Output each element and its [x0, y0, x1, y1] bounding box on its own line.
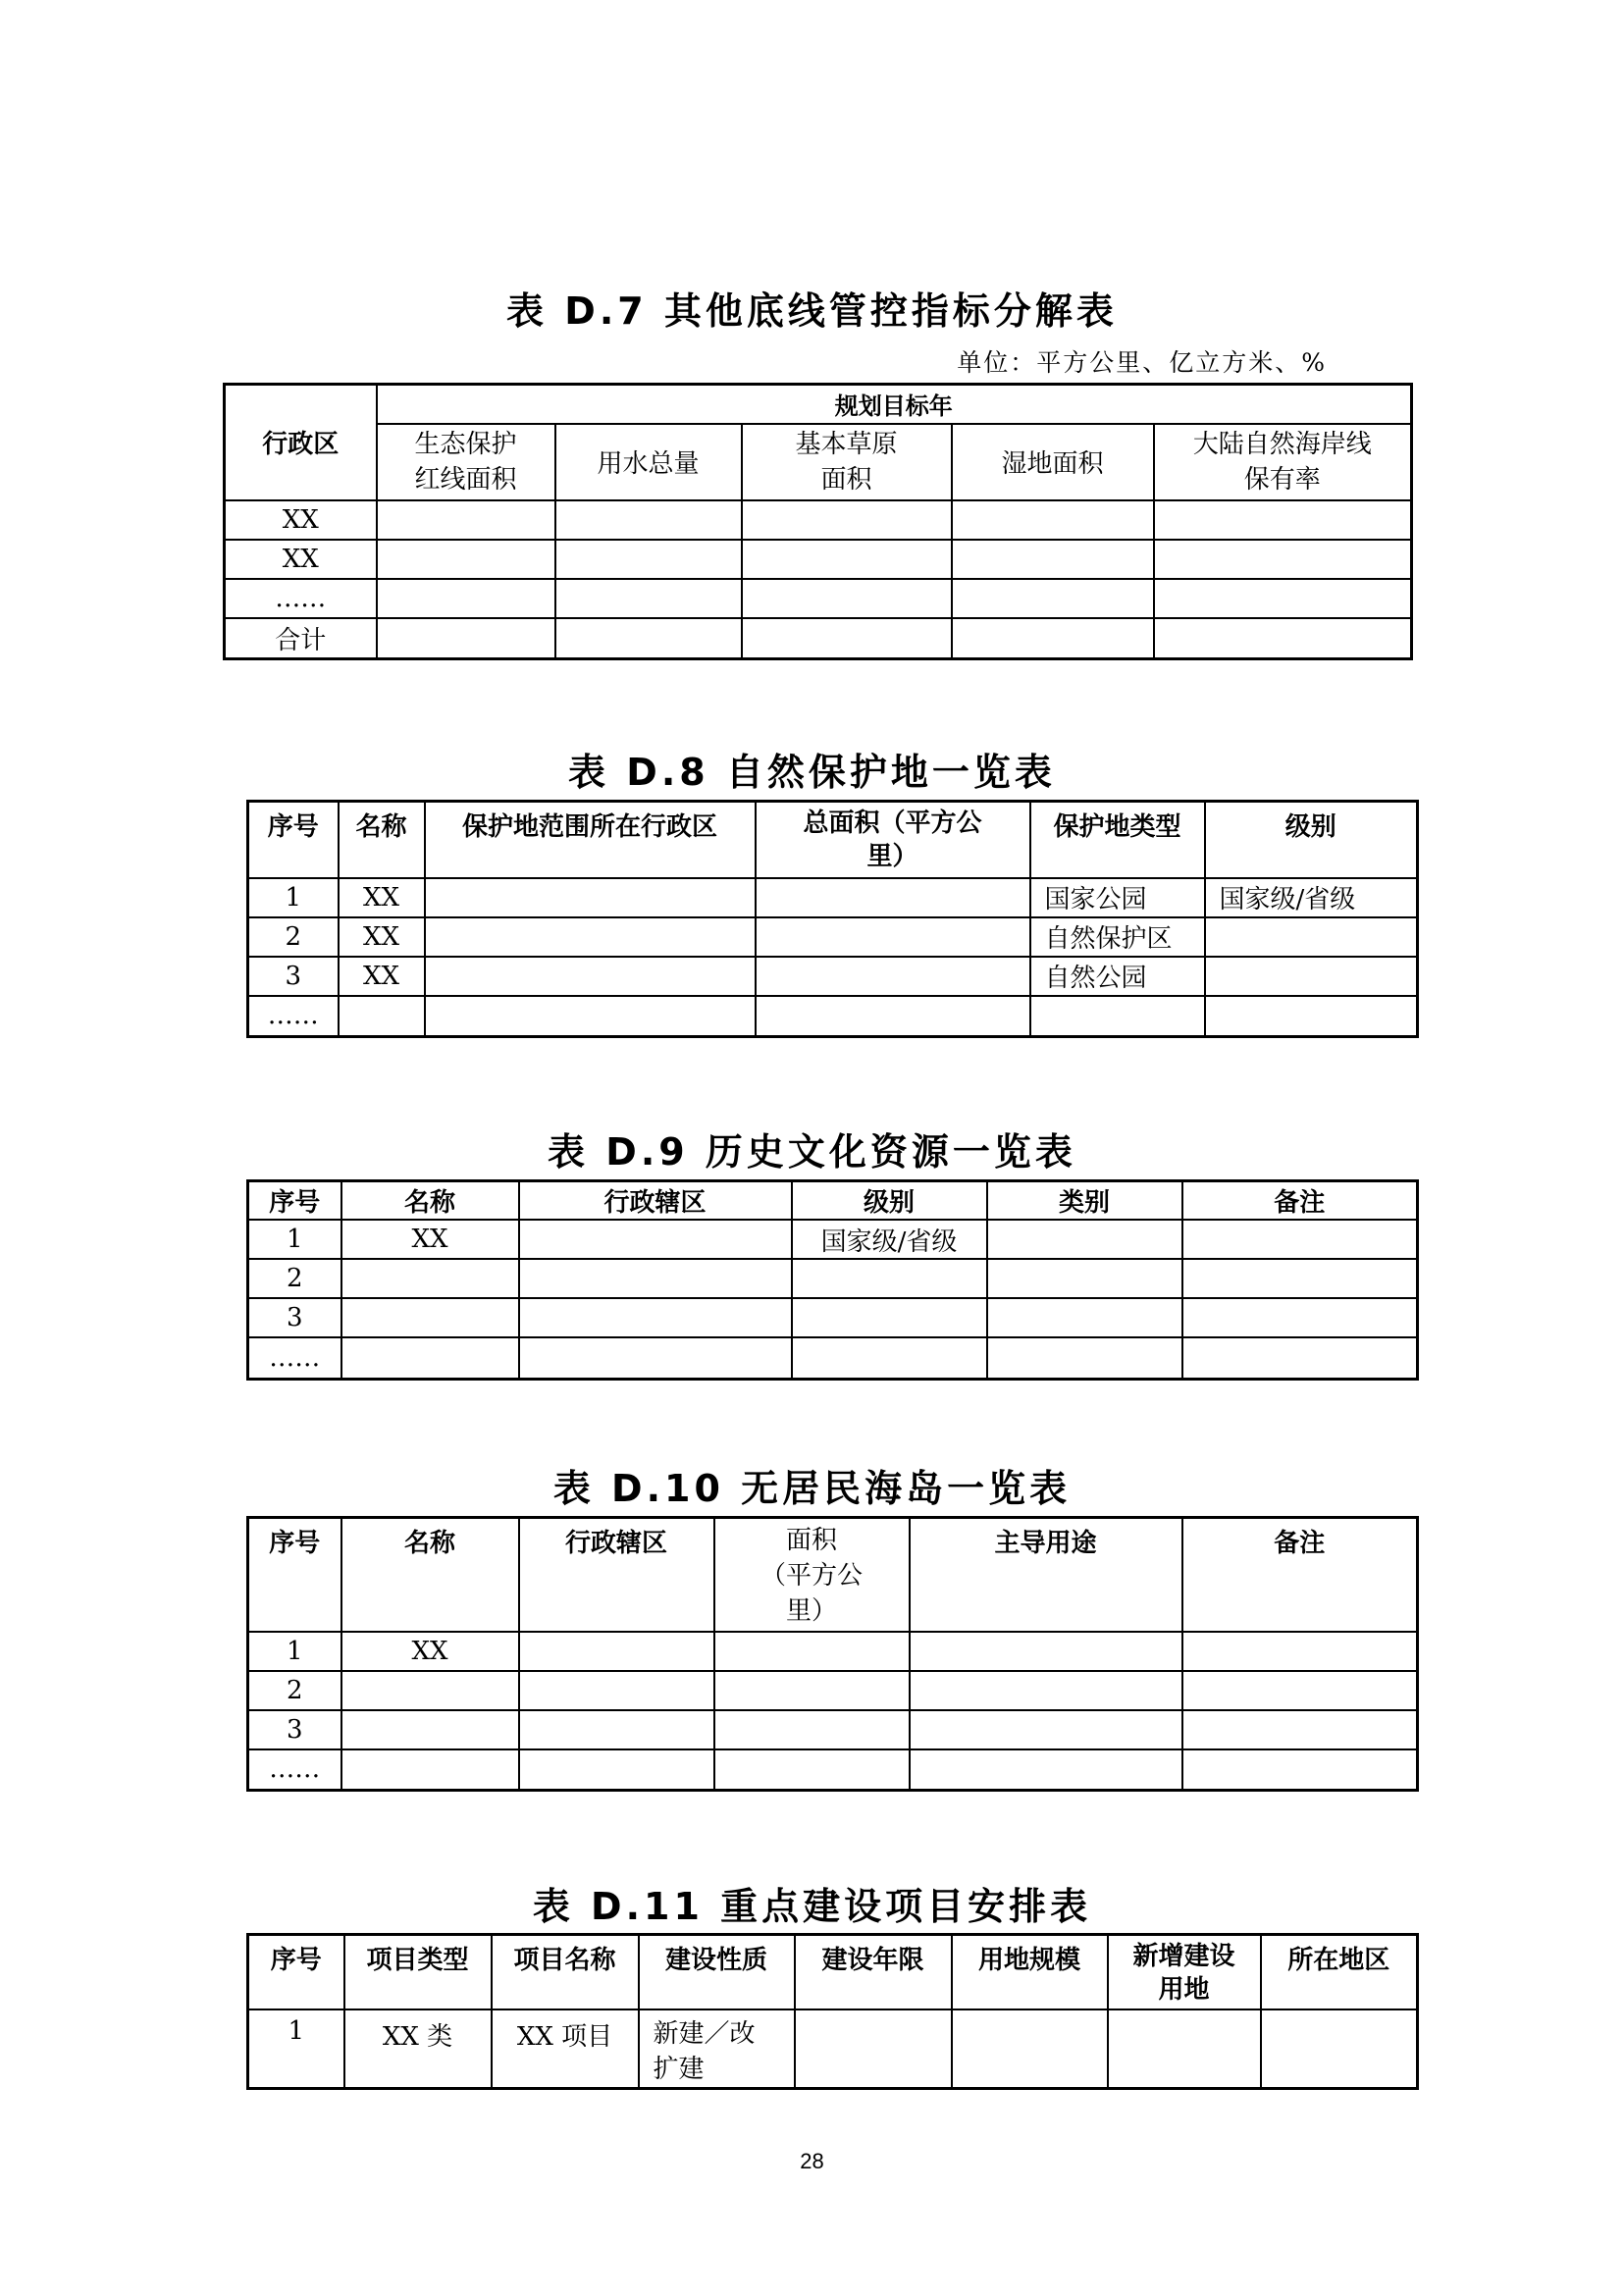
d9-cell [987, 1337, 1182, 1379]
d11-header: 项目名称 [492, 1935, 639, 2009]
table-row [248, 917, 1418, 957]
d9-cell [792, 1337, 987, 1379]
d7-cell-admin: …… [225, 579, 377, 618]
table-row [225, 500, 1412, 540]
d10-cell [910, 1749, 1182, 1791]
d9-header: 行政辖区 [519, 1181, 792, 1221]
d10-cell [1182, 1632, 1418, 1671]
d9-cell [341, 1259, 519, 1298]
table-d11-title: 表 D.11 重点建设项目安排表 [532, 1885, 1092, 1928]
d11-cell [952, 2009, 1108, 2089]
table-row [248, 1671, 1418, 1710]
d10-cell [910, 1671, 1182, 1710]
d9-cell [1182, 1259, 1418, 1298]
d9-header: 序号 [248, 1181, 341, 1221]
d7-header-admin: 行政区 [225, 385, 377, 500]
d8-cell: 3 [248, 957, 339, 996]
d11-header: 建设年限 [795, 1935, 952, 2009]
d11-header: 新增建设 用地 [1108, 1935, 1261, 2009]
page-number: 28 [800, 2149, 824, 2173]
d10-cell [714, 1749, 910, 1791]
d7-header-col: 用水总量 [555, 424, 742, 500]
d9-header: 类别 [987, 1181, 1182, 1221]
table-d10-title: 表 D.10 无居民海岛一览表 [552, 1467, 1072, 1510]
d9-cell [341, 1298, 519, 1337]
d9-cell [1182, 1298, 1418, 1337]
d8-cell [1205, 917, 1418, 957]
d7-header-col: 湿地面积 [952, 424, 1154, 500]
table-row [248, 1220, 1418, 1259]
d9-cell [987, 1298, 1182, 1337]
d10-header: 面积 （平方公 里） [714, 1518, 910, 1632]
d8-cell [1205, 957, 1418, 996]
d8-cell [756, 917, 1030, 957]
table-d7-title: 表 D.7 其他底线管控指标分解表 [506, 289, 1118, 333]
d8-cell: 1 [248, 878, 339, 917]
table-d11 [246, 1933, 1419, 2090]
d11-cell: 新建／改 扩建 [639, 2009, 795, 2089]
d8-cell [756, 878, 1030, 917]
d10-cell [1182, 1749, 1418, 1791]
d10-cell: XX [341, 1632, 519, 1671]
d7-header-col: 基本草原 面积 [742, 424, 952, 500]
d10-cell [519, 1671, 714, 1710]
d8-header: 保护地类型 [1030, 802, 1205, 878]
d8-cell: XX [339, 957, 425, 996]
d10-cell [1182, 1671, 1418, 1710]
table-d9-title: 表 D.9 历史文化资源一览表 [548, 1130, 1076, 1174]
d11-cell [1108, 2009, 1261, 2089]
d8-cell [425, 917, 756, 957]
d11-cell: XX 类 [344, 2009, 492, 2089]
d10-header: 名称 [341, 1518, 519, 1632]
d8-header: 级别 [1205, 802, 1418, 878]
d10-cell [519, 1749, 714, 1791]
table-row [248, 1632, 1418, 1671]
d11-header: 建设性质 [639, 1935, 795, 2009]
d9-cell [519, 1298, 792, 1337]
d11-cell [795, 2009, 952, 2089]
d9-cell: XX [341, 1220, 519, 1259]
d8-cell: XX [339, 878, 425, 917]
d9-cell [792, 1259, 987, 1298]
d10-cell [1182, 1710, 1418, 1749]
d10-cell [714, 1710, 910, 1749]
d9-cell [519, 1259, 792, 1298]
d9-cell [792, 1298, 987, 1337]
d9-cell: 2 [248, 1259, 341, 1298]
table-row [248, 878, 1418, 917]
d9-header: 备注 [1182, 1181, 1418, 1221]
d10-cell [341, 1749, 519, 1791]
d11-cell [1261, 2009, 1418, 2089]
d8-cell: XX [339, 917, 425, 957]
table-row [225, 540, 1412, 579]
d11-header: 项目类型 [344, 1935, 492, 2009]
d10-header: 备注 [1182, 1518, 1418, 1632]
d10-header: 序号 [248, 1518, 341, 1632]
d9-cell: 3 [248, 1298, 341, 1337]
d7-cell-admin: 合计 [225, 618, 377, 659]
table-row [248, 2009, 1418, 2089]
table-row [248, 1749, 1418, 1791]
d8-header: 名称 [339, 802, 425, 878]
d8-cell [339, 996, 425, 1037]
d9-cell: 1 [248, 1220, 341, 1259]
table-row [225, 618, 1412, 659]
d9-cell [987, 1259, 1182, 1298]
d9-cell [1182, 1337, 1418, 1379]
d8-cell [756, 957, 1030, 996]
d8-cell: 国家级/省级 [1205, 878, 1418, 917]
d9-cell [519, 1337, 792, 1379]
d10-cell [341, 1710, 519, 1749]
table-row [248, 1259, 1418, 1298]
d10-cell [519, 1632, 714, 1671]
table-d7-unit: 单位：平方公里、亿立方米、% [957, 348, 1327, 377]
d11-header: 序号 [248, 1935, 344, 2009]
d10-cell: …… [248, 1749, 341, 1791]
d8-cell [425, 996, 756, 1037]
d10-cell [910, 1710, 1182, 1749]
d7-header-col: 大陆自然海岸线 保有率 [1154, 424, 1412, 500]
d9-header: 名称 [341, 1181, 519, 1221]
d10-cell [341, 1671, 519, 1710]
d11-cell: 1 [248, 2009, 344, 2089]
d9-cell [341, 1337, 519, 1379]
d10-cell: 1 [248, 1632, 341, 1671]
table-d10 [246, 1516, 1419, 1792]
d8-cell [425, 878, 756, 917]
d11-header: 用地规模 [952, 1935, 1108, 2009]
d8-cell: 国家公园 [1030, 878, 1205, 917]
d8-cell [1205, 996, 1418, 1037]
d8-cell: 2 [248, 917, 339, 957]
d7-header-group: 规划目标年 [377, 385, 1412, 424]
d11-cell: XX 项目 [492, 2009, 639, 2089]
d10-header: 主导用途 [910, 1518, 1182, 1632]
d8-cell [425, 957, 756, 996]
d9-cell: 国家级/省级 [792, 1220, 987, 1259]
d10-cell: 2 [248, 1671, 341, 1710]
d9-cell [987, 1220, 1182, 1259]
table-row [225, 579, 1412, 618]
d8-header: 序号 [248, 802, 339, 878]
table-row [248, 1337, 1418, 1379]
d10-cell [714, 1671, 910, 1710]
table-d8-title: 表 D.8 自然保护地一览表 [568, 751, 1056, 794]
table-row [248, 996, 1418, 1037]
d8-header: 保护地范围所在行政区 [425, 802, 756, 878]
d7-header-col: 生态保护 红线面积 [377, 424, 555, 500]
d10-cell [519, 1710, 714, 1749]
d8-cell: …… [248, 996, 339, 1037]
table-d9 [246, 1179, 1419, 1381]
table-row [248, 957, 1418, 996]
table-row [248, 1298, 1418, 1337]
table-d8 [246, 800, 1419, 1038]
d8-cell [756, 996, 1030, 1037]
d8-cell: 自然保护区 [1030, 917, 1205, 957]
d8-cell: 自然公园 [1030, 957, 1205, 996]
d10-header: 行政辖区 [519, 1518, 714, 1632]
d8-header: 总面积（平方公 里） [756, 802, 1030, 878]
d9-header: 级别 [792, 1181, 987, 1221]
d10-cell [714, 1632, 910, 1671]
table-d7 [223, 383, 1413, 660]
d10-cell: 3 [248, 1710, 341, 1749]
d7-cell-admin: XX [225, 500, 377, 540]
d9-cell [519, 1220, 792, 1259]
d9-cell: …… [248, 1337, 341, 1379]
d8-cell [1030, 996, 1205, 1037]
table-row [248, 1710, 1418, 1749]
d9-cell [1182, 1220, 1418, 1259]
d10-cell [910, 1632, 1182, 1671]
d7-cell-admin: XX [225, 540, 377, 579]
d11-header: 所在地区 [1261, 1935, 1418, 2009]
